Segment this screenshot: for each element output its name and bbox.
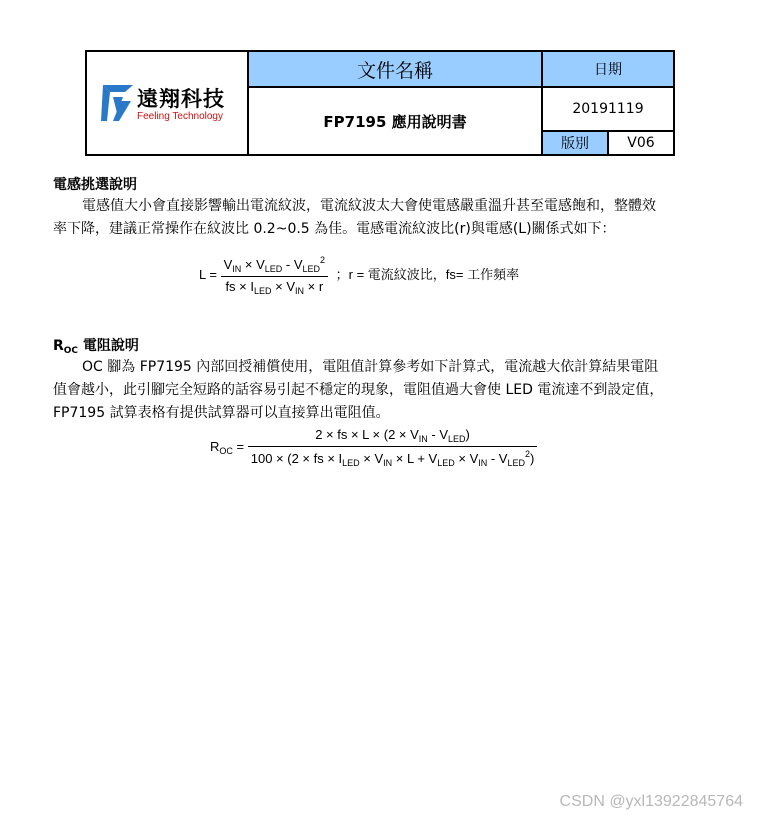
paragraph-line: 率下降，建議正常操作在紋波比 0.2~0.5 為佳。電感電流紋波比(r)與電感(L)關係式如下：	[53, 221, 616, 237]
roc-section-body	[53, 356, 713, 425]
formula-denominator: 100 × (2 × fs × $I_{LED} \times V_{IN} \times L + V_{LED} \times V_{IN} - V_{LED}^2$)	[248, 446, 538, 468]
company-name-cn: 遠翔科技	[137, 86, 225, 111]
roc-section-heading: $R_{OC}$ 電阻說明	[53, 338, 139, 356]
formula-fraction	[221, 255, 328, 296]
formula-lhs: $R_{OC}$ =	[210, 438, 245, 456]
inductor-section-body	[53, 195, 713, 241]
date-label: 日期	[542, 51, 674, 87]
version-label: 版別	[542, 131, 608, 155]
company-name-en: Feeling Technology	[137, 111, 223, 122]
paragraph-line: OC 腳為 FP7195 內部回授補償使用，電阻值計算參考如下計算式，電流越大依計算結果電阻	[82, 359, 659, 375]
paragraph-line: 電感值大小會直接影響輸出電流紋波，電流紋波太大會使電感嚴重溫升甚至電感飽和，整體效	[82, 198, 656, 214]
csdn-watermark: CSDN @yxl13922845764	[559, 793, 743, 810]
filename-label: 文件名稱	[248, 51, 542, 87]
paragraph-line: 值會越小，此引腳完全短路的話容易引起不穩定的現象，電阻值過大會使 LED 電流達不到設定值，	[53, 382, 664, 398]
inductor-section-heading: 電感挑選說明	[53, 177, 137, 193]
formula-denominator: fs × $I_{LED} \times V_{IN} \times r$	[221, 276, 328, 296]
formula-numerator: $V_{IN} \times V_{LED} - V_{LED}^2$	[223, 255, 326, 274]
formula-lhs: L =	[199, 266, 217, 282]
date-value: 20191119	[542, 87, 674, 131]
document-title: FP7195 應用說明書	[248, 87, 542, 155]
roc-formula	[210, 427, 537, 468]
company-logo	[87, 53, 247, 153]
formula-numerator: 2 × fs × $L \times (2 \times V_{IN} - V_{LED})$	[315, 427, 470, 444]
feeling-logo-icon	[101, 83, 135, 123]
document-header-table	[85, 50, 675, 156]
formula-note: ；r = 電流紋波比，fs= 工作頻率	[335, 266, 520, 282]
paragraph-line: FP7195 試算表格有提供試算器可以直接算出電阻值。	[53, 405, 390, 421]
inductance-formula	[199, 255, 519, 296]
formula-fraction	[248, 427, 538, 468]
company-logo-cell	[86, 51, 248, 155]
version-value: V06	[608, 131, 674, 155]
